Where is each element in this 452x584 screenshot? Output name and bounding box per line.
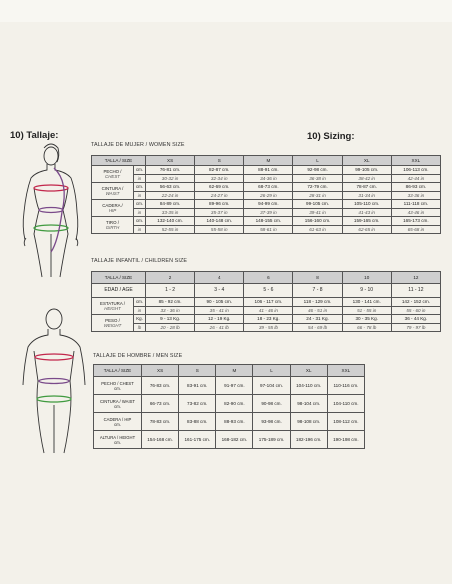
size-cell-imperial: 41 - 46 in — [244, 306, 293, 315]
unit-metric: cm. — [134, 166, 146, 175]
children-row-imperial — [92, 323, 441, 332]
unit-metric: cm. — [134, 200, 146, 209]
waist-line — [39, 208, 63, 213]
size-cell-imperial: 43-46 in — [391, 208, 440, 217]
women-row-metric — [92, 166, 441, 175]
size-cell-metric: 105-110 cm. — [342, 200, 391, 209]
size-cell-metric: 106 - 117 cm. — [244, 298, 293, 307]
children-header-8: 8 — [293, 272, 342, 284]
unit-imperial: in — [134, 225, 146, 234]
men-size-cell: 98-104 cm. — [290, 395, 327, 413]
size-cell-imperial: 33 - 36 in — [146, 306, 195, 315]
men-header-l: L — [253, 365, 290, 377]
men-size-cell: 190-198 cm. — [327, 431, 364, 449]
men-size-cell: 90-98 cm. — [253, 395, 290, 413]
size-cell-imperial: 26-29 in — [244, 191, 293, 200]
children-header-12: 12 — [391, 272, 440, 284]
size-cell-imperial: 55 - 60 in — [391, 306, 440, 315]
women-header-m: M — [244, 156, 293, 166]
size-cell-metric: 68-73 cm. — [244, 183, 293, 192]
women-row-metric — [92, 200, 441, 209]
size-cell-imperial: 55-58 in — [195, 225, 244, 234]
men-header-m: M — [216, 365, 253, 377]
size-cell-imperial: 46 - 51 in — [293, 306, 342, 315]
woman-figure-illustration — [14, 142, 88, 282]
men-size-table — [93, 364, 365, 449]
men-row — [94, 377, 365, 395]
men-size-cell: 93-98 cm. — [253, 413, 290, 431]
unit-metric: cm. — [134, 183, 146, 192]
size-cell-imperial: 35 - 41 in — [195, 306, 244, 315]
size-cell-imperial: 33-35 in — [146, 208, 195, 217]
size-cell-metric: 165-173 cm. — [391, 217, 440, 226]
size-cell-imperial: 32-34 in — [195, 174, 244, 183]
men-size-cell: 104-110 cm. — [290, 377, 327, 395]
children-header-size: TALLA / SIZE — [92, 272, 146, 284]
women-row-label — [92, 183, 134, 200]
hip-line — [34, 225, 68, 231]
size-cell-imperial: 41-43 in — [342, 208, 391, 217]
men-size-cell: 78-83 cm. — [142, 413, 179, 431]
children-row-label — [92, 315, 134, 332]
row-label-en: HEIGHT — [104, 306, 121, 311]
size-cell-metric: 99-105 cm. — [342, 166, 391, 175]
age-cell: 3 - 4 — [195, 284, 244, 298]
men-size-cell: 88-93 cm. — [216, 413, 253, 431]
row-label: PECHO / CHEST — [101, 380, 134, 386]
unit-imperial: in — [134, 208, 146, 217]
size-cell-metric: 30 - 35 Kg. — [342, 315, 391, 324]
size-cell-metric: 156-160 cm. — [293, 217, 342, 226]
size-cell-imperial: 61-63 in — [293, 225, 342, 234]
unit-metric: cm. — [134, 298, 146, 307]
size-cell-imperial: 34-36 in — [244, 174, 293, 183]
unit-imperial: in — [134, 191, 146, 200]
age-cell: 1 - 2 — [146, 284, 195, 298]
women-row-metric — [92, 217, 441, 226]
women-row-label — [92, 217, 134, 234]
women-row-metric — [92, 183, 441, 192]
age-cell: 9 - 10 — [342, 284, 391, 298]
men-row-label — [94, 395, 142, 413]
men-row — [94, 431, 365, 449]
age-cell: 7 - 8 — [293, 284, 342, 298]
row-label: CADERA / HIP — [103, 416, 132, 422]
women-row-imperial — [92, 225, 441, 234]
row-label: ALTURA / HEIGHT — [99, 434, 136, 440]
size-cell-imperial: 39-41 in — [293, 208, 342, 217]
women-row-imperial — [92, 191, 441, 200]
size-cell-metric: 142 - 152 cm. — [391, 298, 440, 307]
size-cell-imperial: 36-38 in — [293, 174, 342, 183]
men-size-cell: 82-90 cm. — [216, 395, 253, 413]
children-row-metric — [92, 298, 441, 307]
size-cell-imperial: 66 - 78 lb — [342, 323, 391, 332]
size-cell-metric: 159-165 cm. — [342, 217, 391, 226]
size-cell-metric: 62-69 cm. — [195, 183, 244, 192]
row-unit: cm. — [114, 439, 121, 445]
men-size-cell: 182-196 cm. — [290, 431, 327, 449]
size-cell-imperial: 20 - 28 lb — [146, 323, 195, 332]
size-cell-metric: 132-140 cm. — [146, 217, 195, 226]
women-header-l: L — [293, 156, 342, 166]
size-cell-imperial: 54 - 69 lb — [293, 323, 342, 332]
men-size-cell: 104-110 cm. — [327, 395, 364, 413]
size-cell-metric: 84-89 cm. — [146, 200, 195, 209]
size-cell-metric: 118 - 129 cm. — [293, 298, 342, 307]
men-row-label — [94, 377, 142, 395]
size-cell-imperial: 38-42 in — [342, 174, 391, 183]
size-cell-metric: 9 - 13 Kg. — [146, 315, 195, 324]
men-size-cell: 83-91 cm. — [179, 377, 216, 395]
size-cell-metric: 85 - 92 cm. — [146, 298, 195, 307]
size-cell-imperial: 28-31 in — [293, 191, 342, 200]
row-label-es: PECHO / — [103, 169, 122, 174]
size-cell-metric: 86-93 cm. — [391, 183, 440, 192]
size-cell-metric: 99-105 cm. — [293, 200, 342, 209]
men-caption: TALLAJE DE HOMBRE / MEN SIZE — [93, 353, 183, 359]
size-cell-imperial: 33-36 in — [391, 191, 440, 200]
children-row-label — [92, 298, 134, 315]
size-cell-imperial: 79 - 97 lb — [391, 323, 440, 332]
row-label-es: CINTURA / — [101, 186, 124, 191]
row-label-en: HIP — [108, 208, 117, 213]
row-label-es: TIRO / — [106, 220, 119, 225]
women-row-label — [92, 166, 134, 183]
heading-spanish: 10) Tallaje: — [10, 130, 59, 141]
row-label-es: ESTATURA / — [100, 301, 125, 306]
row-label: CINTURA / WAIST — [100, 398, 135, 404]
women-row-label — [92, 200, 134, 217]
row-unit: cm. — [114, 385, 121, 391]
women-caption: TALLAJE DE MUJER / WOMEN SIZE — [91, 142, 185, 148]
men-size-cell: 76-83 cm. — [142, 377, 179, 395]
man-figure-illustration — [18, 305, 90, 455]
men-header-xl: XL — [290, 365, 327, 377]
men-size-cell: 66-73 cm. — [142, 395, 179, 413]
men-size-cell: 110-116 cm. — [327, 377, 364, 395]
men-size-cell: 97-104 cm. — [253, 377, 290, 395]
size-cell-imperial: 65-68 in — [391, 225, 440, 234]
size-cell-metric: 72-79 cm. — [293, 183, 342, 192]
women-header-xxl: XXL — [391, 156, 440, 166]
children-header-4: 4 — [195, 272, 244, 284]
size-cell-imperial: 62-65 in — [342, 225, 391, 234]
children-header-6: 6 — [244, 272, 293, 284]
men-size-cell: 175-189 cm. — [253, 431, 290, 449]
size-cell-metric: 12 - 19 Kg. — [195, 315, 244, 324]
women-header-size: TALLA / SIZE — [92, 156, 146, 166]
row-label-es: PESO / — [105, 318, 120, 323]
men-header-xxl: XXL — [327, 365, 364, 377]
top-margin — [0, 0, 452, 22]
men-size-cell: 83-88 cm. — [179, 413, 216, 431]
row-label-en: WAIST — [105, 191, 120, 196]
women-size-table — [91, 155, 441, 234]
row-label-en: CHEST — [105, 174, 120, 179]
men-row-label — [94, 413, 142, 431]
children-header-10: 10 — [342, 272, 391, 284]
size-cell-imperial: 24-27 in — [195, 191, 244, 200]
size-cell-metric: 18 - 23 Kg. — [244, 315, 293, 324]
size-cell-imperial: 35-37 in — [195, 208, 244, 217]
unit-metric: cm. — [134, 217, 146, 226]
age-cell: 5 - 6 — [244, 284, 293, 298]
size-cell-imperial: 37-39 in — [244, 208, 293, 217]
row-label-en: WEIGHT — [103, 323, 122, 328]
women-header-s: S — [195, 156, 244, 166]
size-cell-metric: 24 - 31 Kg. — [293, 315, 342, 324]
size-cell-imperial: 51 - 55 in — [342, 306, 391, 315]
size-cell-imperial: 39 - 55 lb — [244, 323, 293, 332]
children-row-metric — [92, 315, 441, 324]
size-cell-metric: 130 - 141 cm. — [342, 298, 391, 307]
heading-english: 10) Sizing: — [307, 131, 355, 142]
size-cell-metric: 78-87 cm. — [342, 183, 391, 192]
women-header-xs: XS — [146, 156, 195, 166]
men-header-s: S — [179, 365, 216, 377]
unit-metric: Kg. — [134, 315, 146, 324]
size-cell-metric: 94-99 cm. — [244, 200, 293, 209]
children-header-2: 2 — [146, 272, 195, 284]
men-size-cell: 168-182 cm. — [216, 431, 253, 449]
size-cell-metric: 148-155 cm. — [244, 217, 293, 226]
children-row-imperial — [92, 306, 441, 315]
age-cell: 11 - 12 — [391, 284, 440, 298]
women-row-imperial — [92, 208, 441, 217]
women-row-imperial — [92, 174, 441, 183]
men-size-cell: 161-175 cm. — [179, 431, 216, 449]
row-label-en: GIRTH — [105, 225, 120, 230]
size-cell-metric: 56-63 cm. — [146, 183, 195, 192]
size-cell-metric: 111-118 cm. — [391, 200, 440, 209]
men-size-cell: 154-168 cm. — [142, 431, 179, 449]
men-row — [94, 413, 365, 431]
size-cell-metric: 106-113 cm. — [391, 166, 440, 175]
children-caption: TALLAJE INFANTIL / CHILDREN SIZE — [91, 258, 188, 264]
size-cell-metric: 89-96 cm. — [195, 200, 244, 209]
size-cell-metric: 76-81 cm. — [146, 166, 195, 175]
men-header-size: TALLA / SIZE — [94, 365, 142, 377]
men-size-cell: 91-97 cm. — [216, 377, 253, 395]
size-cell-metric: 140-148 cm. — [195, 217, 244, 226]
men-row-label — [94, 431, 142, 449]
size-cell-metric: 90 - 105 cm. — [195, 298, 244, 307]
row-unit: cm. — [114, 421, 121, 427]
men-row — [94, 395, 365, 413]
size-cell-imperial: 42-44 in — [391, 174, 440, 183]
unit-imperial: in — [134, 174, 146, 183]
size-cell-imperial: 26 - 41 lb — [195, 323, 244, 332]
men-size-cell: 98-108 cm. — [290, 413, 327, 431]
size-cell-imperial: 31-34 in — [342, 191, 391, 200]
size-cell-metric: 82-87 cm. — [195, 166, 244, 175]
men-size-cell: 108-112 cm. — [327, 413, 364, 431]
size-cell-metric: 36 - 44 Kg. — [391, 315, 440, 324]
unit-imperial: lb — [134, 323, 146, 332]
size-cell-imperial: 22-24 in — [146, 191, 195, 200]
size-cell-imperial: 30-32 in — [146, 174, 195, 183]
size-cell-metric: 92-98 cm. — [293, 166, 342, 175]
size-cell-metric: 88-91 cm. — [244, 166, 293, 175]
size-cell-imperial: 58-61 in — [244, 225, 293, 234]
men-size-cell: 73-82 cm. — [179, 395, 216, 413]
women-header-xl: XL — [342, 156, 391, 166]
men-header-xs: XS — [142, 365, 179, 377]
children-size-table — [91, 271, 441, 332]
size-cell-imperial: 52-55 in — [146, 225, 195, 234]
row-label-es: CADERA / — [102, 203, 123, 208]
age-label: EDAD / AGE — [92, 284, 146, 298]
row-unit: cm. — [114, 403, 121, 409]
unit-imperial: in — [134, 306, 146, 315]
